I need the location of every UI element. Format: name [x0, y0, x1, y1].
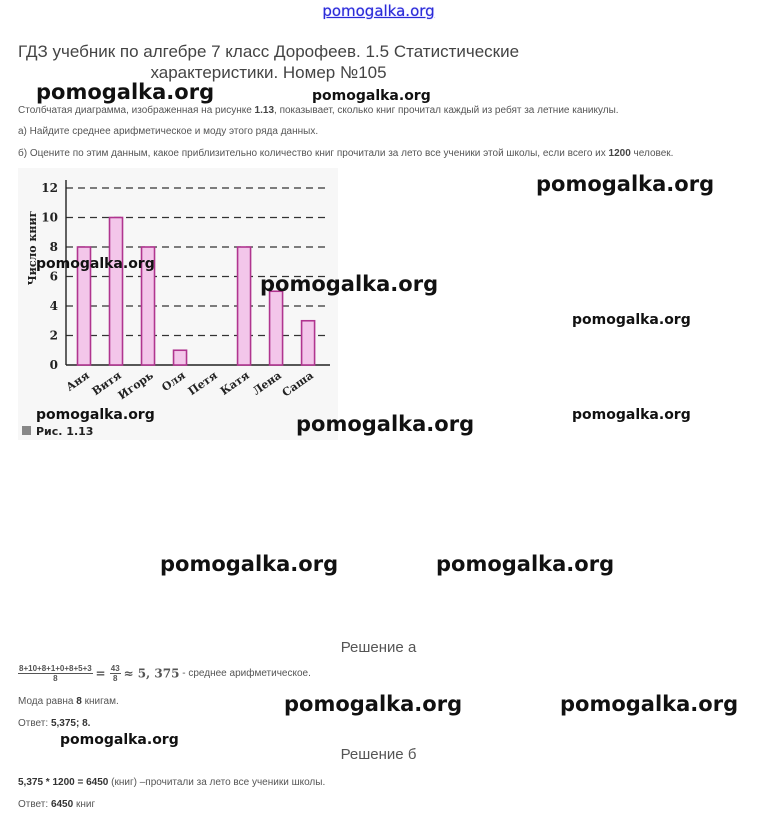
answer-a-value: 5,375; 8.: [50, 718, 91, 729]
bar: [238, 247, 251, 365]
task-part-b-pre: б) Оцените по этим данным, какое приблизительно количество книг прочитали за лето все ученики этой школы, если всего их: [18, 148, 609, 159]
mode-line: [18, 696, 119, 707]
y-tick-label: 2: [49, 328, 58, 343]
x-tick-label: Игорь: [115, 368, 156, 403]
pupil-count: 1200: [608, 148, 631, 159]
mode-pre: Мода равна: [18, 696, 77, 707]
answer-label: Ответ:: [18, 799, 51, 810]
solution-a-heading: Решение а: [340, 639, 417, 656]
y-tick-label: 6: [49, 269, 58, 284]
site-link[interactable]: pomogalka.org: [322, 2, 435, 20]
x-tick-label: Оля: [159, 368, 188, 395]
sum-fraction: [18, 664, 93, 683]
bar: [110, 218, 123, 366]
task-part-b: [18, 148, 673, 159]
watermark: pomogalka.org: [36, 407, 155, 423]
x-tick-label: Саша: [279, 368, 316, 400]
task-part-a: а) Найдите среднее арифметическое и моду этого ряда данных.: [18, 126, 319, 137]
watermark: pomogalka.org: [36, 80, 215, 104]
bar: [270, 291, 283, 365]
watermark: pomogalka.org: [36, 256, 155, 272]
watermark: pomogalka.org: [536, 172, 715, 196]
result-numerator: 43: [110, 664, 120, 673]
y-tick-label: 4: [49, 299, 58, 313]
watermark: pomogalka.org: [260, 272, 439, 296]
caption-square: [22, 426, 31, 435]
mean-text: - среднее арифметическое.: [179, 668, 311, 679]
watermark: pomogalka.org: [284, 692, 463, 716]
x-tick-label: Катя: [218, 368, 252, 398]
bar: [302, 321, 315, 365]
x-tick-label: Витя: [89, 368, 124, 399]
result-fraction: [110, 664, 121, 683]
y-tick-label: 0: [49, 358, 58, 372]
bar-chart: [18, 168, 338, 440]
y-tick-label: 8: [49, 240, 58, 254]
y-tick-label: 12: [41, 181, 58, 195]
watermark: pomogalka.org: [572, 312, 691, 328]
task-intro: [18, 105, 619, 116]
x-tick-label: Лена: [250, 368, 284, 398]
total-books-text: (книг) –прочитали за лето все ученики школы.: [108, 777, 326, 788]
task-intro-post: , показывает, сколько книг прочитал каждый из ребят за летние каникулы.: [274, 105, 619, 116]
figure-ref: 1.13: [254, 105, 275, 116]
page-title: [0, 41, 537, 83]
solution-b-heading: Решение б: [340, 746, 417, 763]
watermark: pomogalka.org: [560, 692, 739, 716]
bar: [174, 350, 187, 365]
y-tick-label: 10: [41, 210, 58, 225]
mode-value: 8: [76, 696, 82, 707]
mode-post: книгам.: [81, 696, 119, 707]
answer-label: Ответ:: [18, 718, 51, 729]
answer-b: [18, 799, 95, 810]
watermark: pomogalka.org: [572, 407, 691, 423]
sum-denominator: 8: [53, 674, 58, 683]
mean-formula: $\frac{8+10+8+1+0+8+5+3}{8}$ = $\frac{43}{8}$ ≈ 5, 375 - среднее арифметическое.: [19, 664, 311, 683]
task-part-b-post: человек.: [630, 148, 674, 159]
answer-b-value: 6450: [50, 799, 74, 810]
answer-a: [18, 718, 90, 729]
watermark: pomogalka.org: [60, 732, 179, 748]
watermark: pomogalka.org: [296, 412, 475, 436]
task-intro-pre: Столбчатая диаграмма, изображенная на рисунке: [18, 105, 255, 116]
chart-figure: [18, 168, 338, 440]
figure-caption: Рис. 1.13: [36, 425, 94, 438]
watermark: pomogalka.org: [160, 552, 339, 576]
total-books-calc: 5,375 * 1200 = 6450: [18, 777, 109, 788]
y-axis-label: Число книг: [26, 210, 39, 286]
answer-b-unit: книг: [73, 799, 96, 810]
x-tick-label: Петя: [185, 368, 220, 399]
x-tick-label: Аня: [63, 368, 92, 394]
result-denominator: 8: [112, 674, 118, 683]
sum-numerator: 8+10+8+1+0+8+5+3: [19, 664, 92, 673]
title-line-2: характеристики. Номер №105: [150, 63, 387, 82]
watermark: pomogalka.org: [312, 88, 431, 104]
total-books-line: [18, 777, 325, 788]
watermark: pomogalka.org: [436, 552, 615, 576]
title-line-1: ГДЗ учебник по алгебре 7 класс Дорофеев. 1.5 Статистические: [17, 42, 520, 61]
mean-value: 5, 375: [137, 666, 180, 681]
